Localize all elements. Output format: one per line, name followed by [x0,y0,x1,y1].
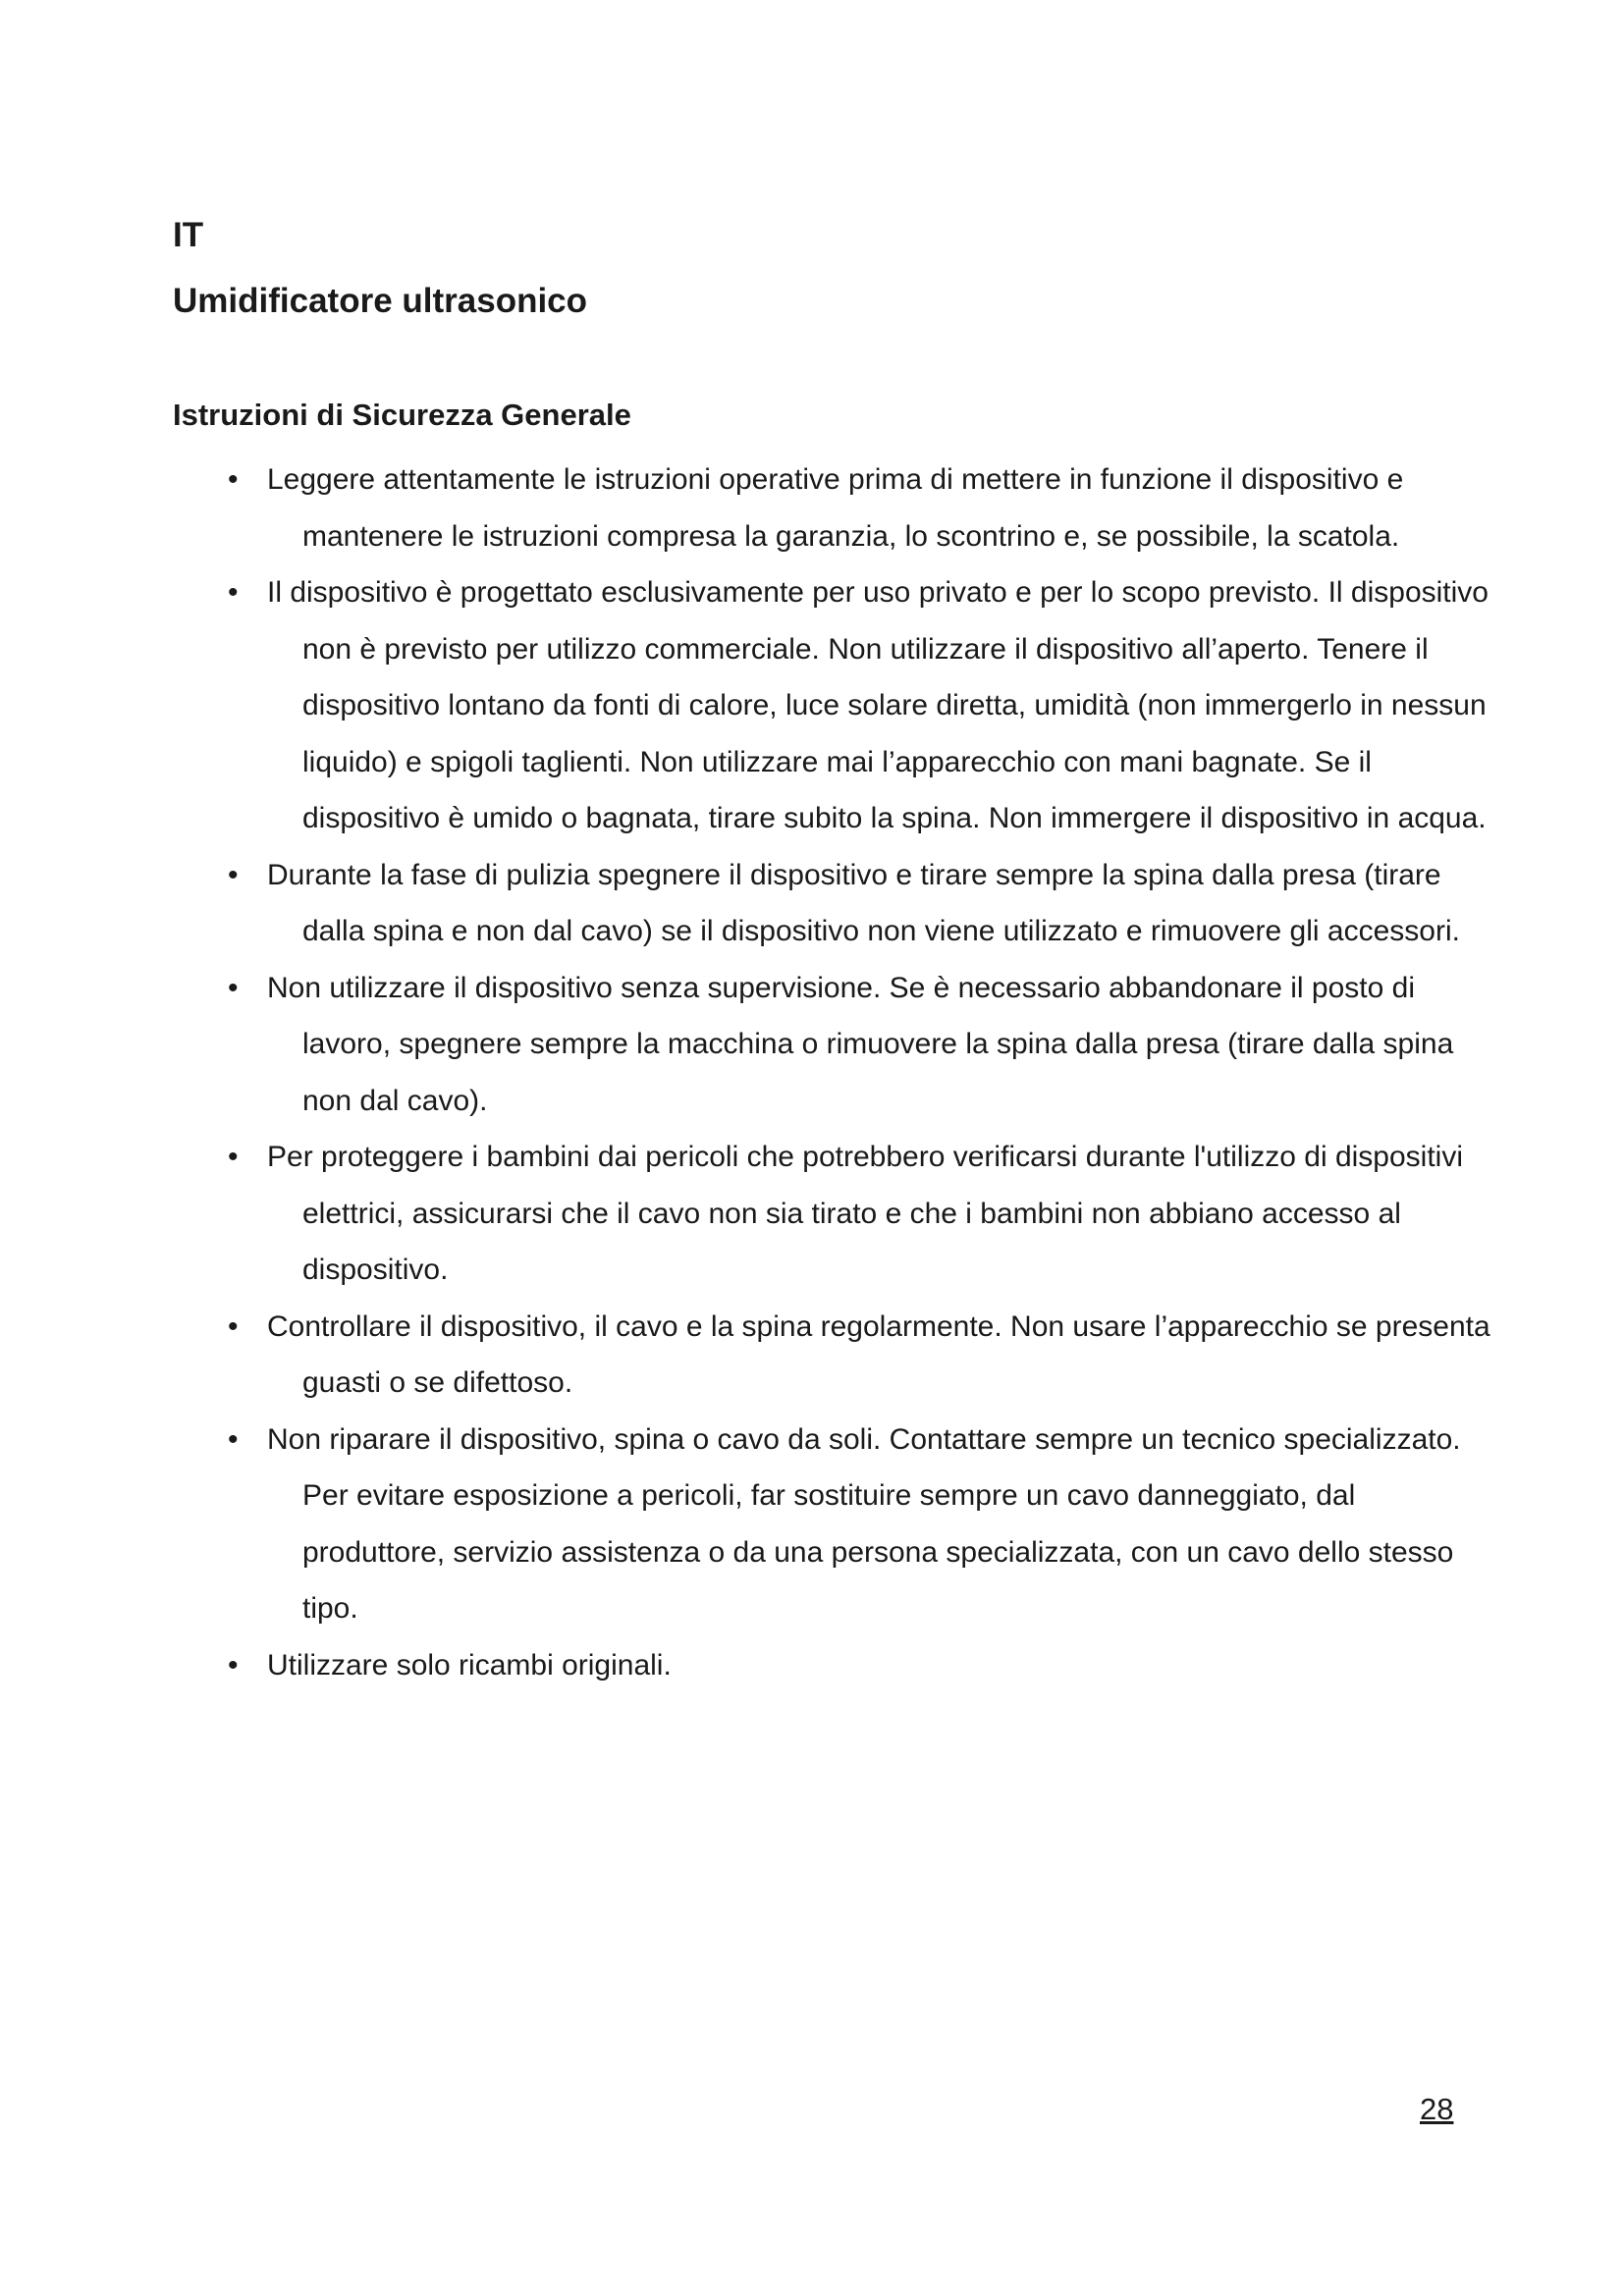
bullet-icon: • [228,971,239,1004]
bullet-icon: • [228,1141,239,1173]
instruction-text: Per proteggere i bambini dai pericoli che potrebbero verificarsi durante l'utilizzo di dispositivi elettrici, assicurarsi che il cavo non sia tirato e che i bambini non abbiano accesso al dispositivo. [267,1141,1464,1286]
instruction-text: Durante la fase di pulizia spegnere il dispositivo e tirare sempre la spina dalla presa (tirare dalla spina e non dal cavo) se il dispositivo non viene utilizzato e rimuovere gli accessori. [267,858,1460,947]
bullet-icon: • [228,1648,239,1682]
list-item [228,564,1494,847]
list-item [228,1412,1494,1637]
instruction-text: Non utilizzare il dispositivo senza supervisione. Se è necessario abbandonare il posto di lavoro, spegnere sempre la macchina o rimuovere la spina dalla presa (tirare dalla spina non dal cavo). [267,971,1454,1117]
instruction-text: Non riparare il dispositivo, spina o cavo da soli. Contattare sempre un tecnico specializzato. Per evitare esposizione a pericoli, far sostituire sempre un cavo danneggiato, dal produttore, servizio assistenza o da una persona specializzata, con un cavo dello stesso tipo. [267,1422,1461,1625]
instruction-text: Leggere attentamente le istruzioni operative prima di mettere in funzione il dispositivo e mantenere le istruzioni compresa la garanzia, lo scontrino e, se possibile, la scatola. [267,463,1404,553]
list-item [228,960,1494,1130]
section-heading: Istruzioni di Sicurezza Generale [173,398,631,432]
list-item [228,452,1494,564]
list-item [228,1129,1494,1299]
bullet-icon: • [228,463,239,496]
page-number: 28 [1420,2092,1454,2126]
document-title: Umidificatore ultrasonico [173,282,588,320]
safety-instructions-list [228,452,1494,1693]
list-item [228,847,1494,960]
list-item [228,1299,1494,1412]
language-code: IT [173,216,204,254]
list-item [228,1637,1494,1694]
instruction-text: Utilizzare solo ricambi originali. [267,1648,672,1682]
instruction-text: Il dispositivo è progettato esclusivamente per uso privato e per lo scopo previsto. Il dispositivo non è previsto per utilizzo commerciale. Non utilizzare il dispositivo all’aperto. Tenere il dispositivo lontano da fonti di calore, luce solare diretta, umidità (non immergerlo in nessun liquido) e spigoli taglienti. Non utilizzare mai l’apparecchio con mani bagnate. Se il dispositivo è umido o bagnata, tirare subito la spina. Non immergere il dispositivo in acqua. [267,576,1489,834]
bullet-icon: • [228,1309,239,1343]
bullet-icon: • [228,858,239,891]
instruction-text: Controllare il dispositivo, il cavo e la spina regolarmente. Non usare l’apparecchio se presenta guasti o se difettoso. [267,1309,1490,1399]
bullet-icon: • [228,1422,239,1456]
bullet-icon: • [228,576,239,609]
